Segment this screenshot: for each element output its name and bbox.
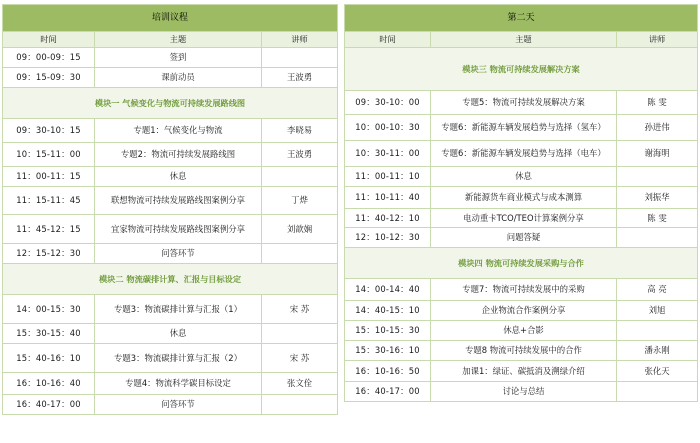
- speaker-cell: 张文佺: [262, 373, 338, 395]
- agenda-row: [3, 143, 338, 167]
- agenda-row: [345, 115, 698, 141]
- section-row: [345, 248, 698, 279]
- topic-cell: 问答环节: [95, 395, 262, 415]
- topic-cell: 签到: [95, 48, 262, 68]
- speaker-cell: 孙进伟: [617, 115, 698, 141]
- agenda-row: [3, 324, 338, 344]
- time-cell: 11：10-11：40: [345, 187, 431, 209]
- time-cell: 16：40-17：00: [3, 395, 95, 415]
- topic-cell: 专题6：新能源车辆发展趋势与选择（电车）: [431, 141, 617, 167]
- speaker-cell: 张化天: [617, 361, 698, 382]
- agenda-row: [3, 395, 338, 415]
- time-cell: 09：30-10：15: [3, 119, 95, 143]
- topic-cell: 宜家物流可持续发展路线图案例分享: [95, 215, 262, 244]
- day1-col-topic: 主题: [95, 32, 262, 48]
- topic-cell: 专题7：物流可持续发展中的采购: [431, 279, 617, 301]
- section-title: 模块四 物流可持续发展采购与合作: [345, 248, 698, 279]
- time-cell: 15：10-15：30: [345, 321, 431, 341]
- topic-cell: 讨论与总结: [431, 382, 617, 402]
- agenda-row: [3, 244, 338, 264]
- time-cell: 14：00-14：40: [345, 279, 431, 301]
- agenda-row: [345, 382, 698, 402]
- time-cell: 16：10-16：50: [345, 361, 431, 382]
- day1-col-speaker: 讲师: [262, 32, 338, 48]
- time-cell: 12：10-12：30: [345, 228, 431, 248]
- speaker-cell: 潘永刚: [617, 341, 698, 361]
- agenda-row: [345, 209, 698, 228]
- time-cell: 12：15-12：30: [3, 244, 95, 264]
- day1-title-row: [3, 5, 338, 32]
- speaker-cell: 陈 雯: [617, 209, 698, 228]
- day1-col-time: 时间: [3, 32, 95, 48]
- topic-cell: 专题3：物流碳排计算与汇报（2）: [95, 344, 262, 373]
- time-cell: 11：40-12：10: [345, 209, 431, 228]
- topic-cell: 课前动员: [95, 68, 262, 88]
- section-row: [3, 264, 338, 295]
- agenda-row: [345, 167, 698, 187]
- day1-column-header-row: [3, 32, 338, 48]
- time-cell: 09：15-09：30: [3, 68, 95, 88]
- topic-cell: 问答环节: [95, 244, 262, 264]
- section-title: 模块二 物流碳排计算、汇报与目标设定: [3, 264, 338, 295]
- speaker-cell: 高 亮: [617, 279, 698, 301]
- time-cell: 11：00-11：10: [345, 167, 431, 187]
- agenda-row: [345, 279, 698, 301]
- topic-cell: 加课1：绿证、碳抵消及溯绿介绍: [431, 361, 617, 382]
- speaker-cell: [262, 167, 338, 187]
- speaker-cell: 刘旭: [617, 301, 698, 321]
- speaker-cell: 刘振华: [617, 187, 698, 209]
- speaker-cell: 刘歆娴: [262, 215, 338, 244]
- agenda-row: [345, 341, 698, 361]
- topic-cell: 联想物流可持续发展路线图案例分享: [95, 187, 262, 215]
- topic-cell: 企业物流合作案例分享: [431, 301, 617, 321]
- speaker-cell: 李晓易: [262, 119, 338, 143]
- speaker-cell: [617, 228, 698, 248]
- time-cell: 14：00-15：30: [3, 295, 95, 324]
- agenda-row: [3, 187, 338, 215]
- topic-cell: 专题3：物流碳排计算与汇报（1）: [95, 295, 262, 324]
- topic-cell: 专题5：物流可持续发展解决方案: [431, 91, 617, 115]
- topic-cell: 专题8 物流可持续发展中的合作: [431, 341, 617, 361]
- day1-title: 培训议程: [3, 5, 338, 32]
- day2-col-topic: 主题: [431, 32, 617, 48]
- topic-cell: 休息: [431, 167, 617, 187]
- topic-cell: 电动重卡TCO/TEO计算案例分享: [431, 209, 617, 228]
- speaker-cell: 谢海明: [617, 141, 698, 167]
- topic-cell: 专题4：物流科学碳目标设定: [95, 373, 262, 395]
- agenda-row: [3, 344, 338, 373]
- time-cell: 10：15-11：00: [3, 143, 95, 167]
- section-title: 模块一 气候变化与物流可持续发展路线图: [3, 88, 338, 119]
- time-cell: 16：40-17：00: [345, 382, 431, 402]
- time-cell: 11：45-12：15: [3, 215, 95, 244]
- topic-cell: 问题答疑: [431, 228, 617, 248]
- agenda-row: [3, 119, 338, 143]
- agenda-row: [345, 141, 698, 167]
- agenda-row: [345, 187, 698, 209]
- topic-cell: 休息+合影: [431, 321, 617, 341]
- time-cell: 15：40-16：10: [3, 344, 95, 373]
- time-cell: 09：30-10：00: [345, 91, 431, 115]
- day1-agenda-body: [3, 5, 338, 415]
- day1-agenda-table: [2, 4, 338, 415]
- section-row: [3, 88, 338, 119]
- topic-cell: 休息: [95, 324, 262, 344]
- agenda-row: [3, 68, 338, 88]
- topic-cell: 专题2：物流可持续发展路线图: [95, 143, 262, 167]
- speaker-cell: 王波勇: [262, 143, 338, 167]
- speaker-cell: 宋 苏: [262, 295, 338, 324]
- speaker-cell: [617, 321, 698, 341]
- speaker-cell: 陈 雯: [617, 91, 698, 115]
- speaker-cell: 丁烨: [262, 187, 338, 215]
- agenda-row: [3, 167, 338, 187]
- time-cell: 15：30-15：40: [3, 324, 95, 344]
- speaker-cell: [262, 48, 338, 68]
- topic-cell: 专题6：新能源车辆发展趋势与选择（氢车）: [431, 115, 617, 141]
- agenda-row: [345, 321, 698, 341]
- time-cell: 15：30-16：10: [345, 341, 431, 361]
- time-cell: 11：00-11：15: [3, 167, 95, 187]
- agenda-row: [345, 228, 698, 248]
- time-cell: 11：15-11：45: [3, 187, 95, 215]
- day2-title: 第二天: [345, 5, 698, 32]
- day2-title-row: [345, 5, 698, 32]
- time-cell: 10：30-11：00: [345, 141, 431, 167]
- day2-agenda-table: [344, 4, 698, 402]
- topic-cell: 休息: [95, 167, 262, 187]
- topic-cell: 新能源货车商业模式与成本测算: [431, 187, 617, 209]
- day2-col-time: 时间: [345, 32, 431, 48]
- speaker-cell: [262, 324, 338, 344]
- speaker-cell: [617, 167, 698, 187]
- topic-cell: 专题1：气候变化与物流: [95, 119, 262, 143]
- agenda-row: [3, 215, 338, 244]
- day2-agenda-body: [345, 5, 698, 402]
- agenda-row: [345, 91, 698, 115]
- speaker-cell: [262, 244, 338, 264]
- agenda-row: [345, 301, 698, 321]
- day2-col-speaker: 讲师: [617, 32, 698, 48]
- section-row: [345, 48, 698, 91]
- day2-column-header-row: [345, 32, 698, 48]
- time-cell: 16：10-16：40: [3, 373, 95, 395]
- agenda-row: [3, 295, 338, 324]
- speaker-cell: 宋 苏: [262, 344, 338, 373]
- speaker-cell: [262, 395, 338, 415]
- time-cell: 14：40-15：10: [345, 301, 431, 321]
- speaker-cell: [617, 382, 698, 402]
- section-title: 模块三 物流可持续发展解决方案: [345, 48, 698, 91]
- agenda-row: [3, 48, 338, 68]
- speaker-cell: 王波勇: [262, 68, 338, 88]
- agenda-row: [345, 361, 698, 382]
- agenda-row: [3, 373, 338, 395]
- time-cell: 10：00-10：30: [345, 115, 431, 141]
- time-cell: 09：00-09：15: [3, 48, 95, 68]
